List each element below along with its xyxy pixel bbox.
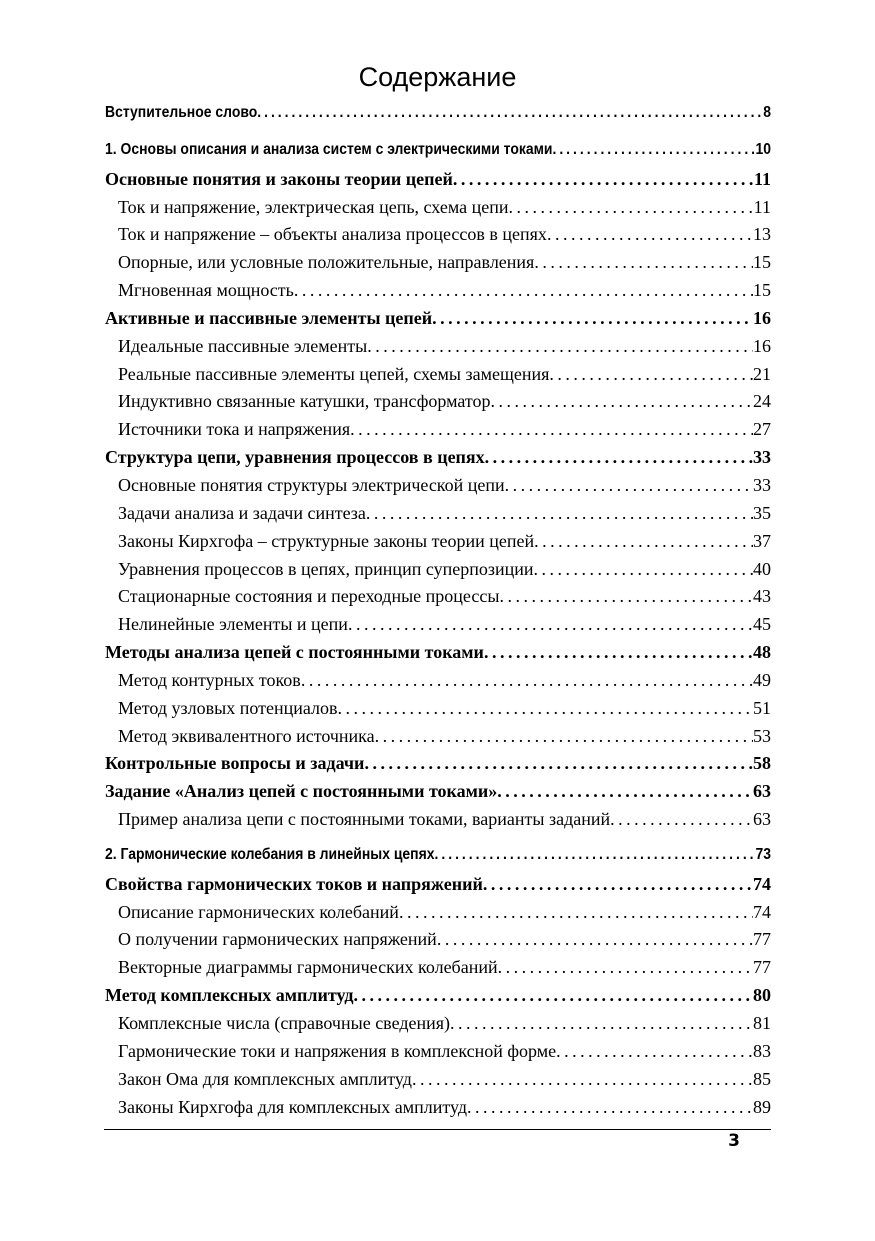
toc-entry-page: 81 <box>753 1013 771 1033</box>
toc-entry-title: Метод эквивалентного источника <box>118 725 375 746</box>
toc-entry[interactable] <box>105 419 771 447</box>
toc-entry[interactable] <box>105 1069 771 1097</box>
toc-entry[interactable] <box>105 531 771 559</box>
dot-leader <box>375 726 753 747</box>
toc-entry-page: 35 <box>753 502 771 523</box>
toc-entry-title: Активные и пассивные элементы цепей <box>105 307 433 328</box>
toc-entry-page: 80 <box>753 985 771 1006</box>
toc-entry-page: 74 <box>753 901 771 922</box>
toc-entry-page: 8 <box>763 104 771 121</box>
toc-entry-page: 45 <box>753 614 771 635</box>
toc-entry-title: Задачи анализа и задачи синтеза <box>118 502 366 523</box>
dot-leader <box>484 642 753 663</box>
toc-entry-title: О получении гармонических напряжений <box>118 929 437 950</box>
toc-entry[interactable] <box>105 698 771 726</box>
toc-entry-page: 24 <box>753 391 771 412</box>
dot-leader <box>508 197 753 218</box>
toc-entry[interactable] <box>105 670 771 698</box>
toc-entry-page: 16 <box>753 307 771 328</box>
toc-entry[interactable] <box>105 475 771 503</box>
toc-entry[interactable] <box>105 726 771 754</box>
toc-entry-page: 51 <box>753 697 771 718</box>
toc-entry-page: 43 <box>753 586 771 607</box>
dot-leader <box>350 419 753 440</box>
dot-leader <box>549 364 753 385</box>
dot-leader <box>353 985 753 1006</box>
dot-leader <box>301 670 753 691</box>
dot-leader <box>437 929 753 950</box>
dot-leader <box>338 698 754 719</box>
toc-entry[interactable] <box>105 104 771 132</box>
toc-entry-page: 85 <box>753 1068 771 1089</box>
toc-entry[interactable] <box>105 781 771 809</box>
dot-leader <box>497 781 753 802</box>
dot-leader <box>435 846 756 864</box>
dot-leader <box>483 874 753 895</box>
toc-entry-title: Векторные диаграммы гармонических колебаний <box>118 957 498 978</box>
page-title: Содержание <box>358 62 517 92</box>
toc-entry[interactable] <box>105 252 771 280</box>
toc-entry-title: Ток и напряжение, электрическая цепь, схема цепи <box>118 196 509 217</box>
toc-entry-page: 83 <box>753 1040 771 1061</box>
toc-entry[interactable] <box>105 1097 771 1125</box>
toc-entry-title: Уравнения процессов в цепях, принцип суперпозиции <box>118 558 534 579</box>
dot-leader <box>533 559 753 580</box>
toc-entry-title: Метод узловых потенциалов <box>118 697 338 718</box>
toc-entry-title: Опорные, или условные положительные, направления <box>118 252 535 273</box>
toc-entry[interactable] <box>105 141 771 169</box>
toc-entry-title: 1. Основы описания и анализа систем с электрическими токами <box>105 140 553 158</box>
toc-entry-title: Метод контурных токов <box>118 669 301 690</box>
toc-entry-title: Задание «Анализ цепей с постоянными токами» <box>105 781 498 802</box>
dot-leader <box>505 475 753 496</box>
dot-leader <box>348 614 753 635</box>
dot-leader <box>491 391 754 412</box>
toc-entry-page: 21 <box>753 363 771 384</box>
toc-entry-page: 27 <box>753 419 771 440</box>
toc-entry[interactable] <box>105 957 771 985</box>
toc-entry-page: 37 <box>753 530 771 551</box>
toc-entry[interactable] <box>105 559 771 587</box>
toc-entry-page: 58 <box>753 753 771 774</box>
dot-leader <box>367 336 753 357</box>
footer-rule <box>104 1129 771 1130</box>
toc-entry-title: Описание гармонических колебаний <box>118 901 399 922</box>
toc-entry[interactable] <box>105 1013 771 1041</box>
toc-entry[interactable] <box>105 308 771 336</box>
toc-entry-title: Источники тока и напряжения <box>118 419 351 440</box>
toc-entry-title: Комплексные числа (справочные сведения) <box>118 1013 451 1033</box>
toc-entry-title: Вступительное слово <box>105 104 258 121</box>
dot-leader <box>453 169 754 190</box>
toc-entry[interactable] <box>105 642 771 670</box>
toc-entry[interactable] <box>105 586 771 614</box>
toc-entry-title: Свойства гармонических токов и напряжений <box>105 873 483 894</box>
toc-entry[interactable] <box>105 902 771 930</box>
dot-leader <box>399 902 753 923</box>
toc-entry-title: Гармонические токи и напряжения в комплексной форме <box>118 1040 557 1061</box>
dot-leader <box>610 809 753 830</box>
toc-entry[interactable] <box>105 753 771 781</box>
toc-entry-title: Законы Кирхгофа – структурные законы теории цепей <box>118 530 535 551</box>
toc-entry[interactable] <box>105 846 771 874</box>
toc-entry[interactable] <box>105 364 771 392</box>
toc-entry[interactable] <box>105 197 771 225</box>
toc-entry-page: 77 <box>753 929 771 950</box>
toc-entry[interactable] <box>105 336 771 364</box>
toc-entry-title: Структура цепи, уравнения процессов в цепях <box>105 447 485 468</box>
toc-entry-page: 11 <box>753 168 771 189</box>
toc-entry-page: 10 <box>755 140 771 158</box>
dot-leader <box>499 586 753 607</box>
dot-leader <box>366 503 753 524</box>
toc-entry-page: 89 <box>753 1096 771 1117</box>
toc-entry-page: 15 <box>753 252 771 273</box>
dot-leader <box>556 1041 753 1062</box>
table-of-contents <box>105 104 771 1124</box>
toc-entry-page: 33 <box>753 474 771 495</box>
dot-leader <box>294 280 753 301</box>
toc-entry[interactable] <box>105 874 771 902</box>
toc-entry[interactable] <box>105 503 771 531</box>
toc-entry-page: 48 <box>753 642 771 663</box>
toc-entry-title: Законы Кирхгофа для комплексных амплитуд <box>118 1096 467 1117</box>
toc-entry[interactable] <box>105 280 771 308</box>
dot-leader <box>534 531 753 552</box>
toc-entry-page: 40 <box>753 558 771 579</box>
dot-leader <box>467 1097 753 1118</box>
toc-entry-page: 74 <box>753 873 771 894</box>
toc-entry-page: 73 <box>755 845 771 863</box>
toc-entry-page: 13 <box>753 224 771 245</box>
toc-entry-page: 53 <box>753 725 771 746</box>
dot-leader <box>498 957 753 978</box>
toc-entry[interactable] <box>105 169 771 197</box>
toc-entry-title: Мгновенная мощность <box>118 280 294 301</box>
toc-entry-page: 33 <box>753 447 771 468</box>
toc-entry[interactable] <box>105 809 771 837</box>
dot-leader <box>450 1013 753 1034</box>
toc-entry-page: 11 <box>753 196 771 217</box>
toc-entry-title: Метод комплексных амплитуд <box>105 985 354 1006</box>
toc-entry-page: 15 <box>753 280 771 301</box>
toc-entry-title: Ток и напряжение – объекты анализа процессов в цепях <box>118 224 547 245</box>
toc-entry[interactable] <box>105 391 771 419</box>
toc-entry-title: Основные понятия и законы теории цепей <box>105 168 453 189</box>
toc-entry-title: Реальные пассивные элементы цепей, схемы замещения <box>118 363 550 384</box>
toc-entry-page: 63 <box>753 809 771 830</box>
toc-entry-page: 63 <box>753 781 771 802</box>
toc-entry-page: 16 <box>753 335 771 356</box>
dot-leader <box>534 252 753 273</box>
dot-leader <box>552 141 755 159</box>
dot-leader <box>432 308 753 329</box>
toc-entry-title: Пример анализа цепи с постоянными токами, варианты заданий <box>118 809 611 830</box>
toc-entry[interactable] <box>105 1041 771 1069</box>
toc-entry-title: Индуктивно связанные катушки, трансформатор <box>118 391 491 412</box>
toc-entry-title: Нелинейные элементы и цепи <box>118 614 348 635</box>
dot-leader <box>547 224 753 245</box>
toc-entry[interactable] <box>105 985 771 1013</box>
toc-entry[interactable] <box>105 447 771 475</box>
page-number: 3 <box>728 1131 740 1151</box>
toc-entry-title: Идеальные пассивные элементы <box>118 335 368 356</box>
toc-entry-title: Закон Ома для комплексных амплитуд <box>118 1068 412 1089</box>
toc-entry-title: Методы анализа цепей с постоянными токами <box>105 642 484 663</box>
dot-leader <box>412 1069 753 1090</box>
toc-entry[interactable] <box>105 224 771 252</box>
toc-entry-page: 77 <box>753 957 771 978</box>
toc-entry-title: 2. Гармонические колебания в линейных цепях <box>105 845 435 863</box>
toc-entry-title: Стационарные состояния и переходные процессы <box>118 586 500 607</box>
toc-entry[interactable] <box>105 614 771 642</box>
toc-entry-title: Основные понятия структуры электрической цепи <box>118 474 505 495</box>
dot-leader <box>485 447 753 468</box>
toc-entry[interactable] <box>105 929 771 957</box>
toc-entry-title: Контрольные вопросы и задачи <box>105 753 365 774</box>
toc-entry-page: 49 <box>753 669 771 690</box>
dot-leader <box>364 753 753 774</box>
dot-leader <box>257 104 763 122</box>
